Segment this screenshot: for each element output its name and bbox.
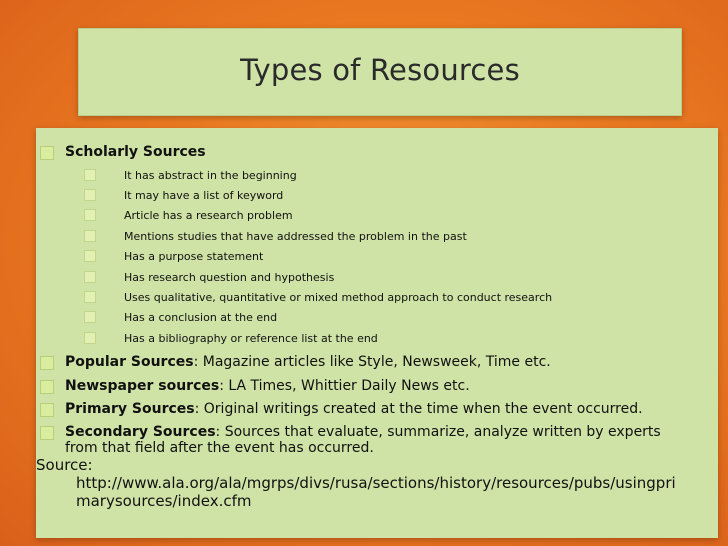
popular-text: : Magazine articles like Style, Newsweek, Time etc. xyxy=(193,354,551,370)
square-bullet-icon xyxy=(40,403,54,417)
sub-bullet xyxy=(84,208,293,222)
square-bullet-icon xyxy=(84,189,96,201)
source-label: Source: xyxy=(36,456,93,474)
bullet-secondary xyxy=(36,424,706,456)
square-bullet-icon xyxy=(40,146,54,160)
square-bullet-icon xyxy=(84,250,96,262)
sub-bullet xyxy=(84,188,283,202)
sub-bullet xyxy=(84,310,277,324)
slide-title: Types of Resources xyxy=(240,53,520,87)
square-bullet-icon xyxy=(84,311,96,323)
square-bullet-icon xyxy=(84,332,96,344)
square-bullet-icon xyxy=(40,426,54,440)
square-bullet-icon xyxy=(40,380,54,394)
secondary-label: Secondary Sources xyxy=(65,424,216,440)
sub-bullet-text: It has abstract in the beginning xyxy=(124,168,297,182)
square-bullet-icon xyxy=(84,230,96,242)
scholarly-label: Scholarly Sources xyxy=(65,144,206,160)
sub-bullet xyxy=(84,229,467,243)
bullet-primary xyxy=(36,401,706,417)
sub-bullet-text: Uses qualitative, quantitative or mixed method approach to conduct research xyxy=(124,290,553,304)
sub-bullet-text: Article has a research problem xyxy=(124,208,293,222)
sub-bullet xyxy=(84,270,334,284)
sub-bullet-text: It may have a list of keyword xyxy=(124,188,284,202)
sub-bullet xyxy=(84,249,263,263)
source-citation xyxy=(36,456,676,510)
square-bullet-icon xyxy=(84,169,96,181)
bullet-scholarly xyxy=(36,144,706,160)
sub-bullet xyxy=(84,331,378,345)
sub-bullet-text: Mentions studies that have addressed the problem in the past xyxy=(124,229,467,243)
popular-label: Popular Sources xyxy=(65,354,194,370)
sub-bullet-text: Has research question and hypothesis xyxy=(124,270,335,284)
sub-bullet-text: Has a purpose statement xyxy=(124,249,264,263)
sub-bullet xyxy=(84,168,297,182)
newspaper-label: Newspaper sources xyxy=(65,378,220,394)
square-bullet-icon xyxy=(40,356,54,370)
square-bullet-icon xyxy=(84,209,96,221)
secondary-text: : Sources that evaluate, summarize, analyze written by experts from that field after the event has occurred. xyxy=(65,424,661,456)
bullet-popular xyxy=(36,354,706,370)
sub-bullet-text: Has a conclusion at the end xyxy=(124,310,278,324)
square-bullet-icon xyxy=(84,271,96,283)
newspaper-text: : LA Times, Whittier Daily News etc. xyxy=(219,378,470,394)
sub-bullet xyxy=(84,290,552,304)
square-bullet-icon xyxy=(84,291,96,303)
title-panel xyxy=(78,28,682,116)
bullet-newspaper xyxy=(36,378,706,394)
primary-text: : Original writings created at the time when the event occurred. xyxy=(194,401,643,417)
primary-label: Primary Sources xyxy=(65,401,195,417)
source-url: http://www.ala.org/ala/mgrps/divs/rusa/sections/history/resources/pubs/usingprimarysources/index.cfm xyxy=(76,474,676,510)
content-panel xyxy=(36,128,718,538)
sub-bullet-text: Has a bibliography or reference list at the end xyxy=(124,331,378,345)
